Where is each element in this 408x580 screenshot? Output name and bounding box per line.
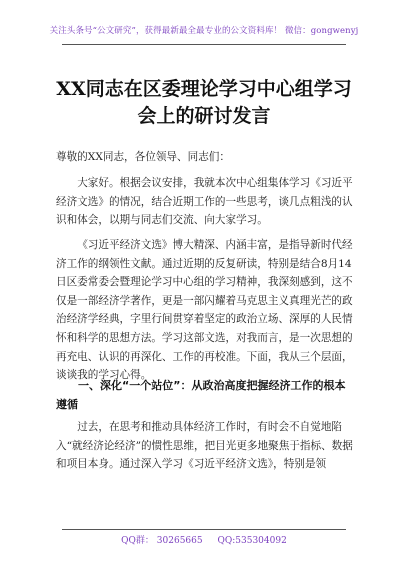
salutation: 尊敬的XX同志，各位领导、同志们：	[56, 151, 230, 163]
section-heading-1: 一、深化“一个站位”：从政治高度把握经济工作的根本遵循	[56, 379, 346, 411]
paragraph-intro: 大家好。根据会议安排，我就本次中心组集体学习《习近平经济文选》的情况，结合近期工作的一些思考，谈几点粗浅的认识和体会，以期与同志们交流、向大家学习。	[56, 177, 353, 227]
footer-contact	[0, 533, 408, 546]
paragraph-overview: 《习近平经济文选》博大精深、内涵丰富，是指导新时代经济工作的纲领性文献。通过近期的反复研读，特别是结合8月14日区委常委会暨理论学习中心组的学习精神，我深刻感到，这不仅是一部经济学著作，更是一部闪耀着马克思主义真理光芒的政治经济学经典，字里行间贯穿着坚定的政治立场、深厚的人民情怀和科学的思想方法。学习这部文选，对我而言，是一次思想的再充电、认识的再深化、工作的再校准。下面，我从三个层面，谈谈我的学习心得。	[56, 239, 353, 382]
document-title: XX同志在区委理论学习中心组学习会上的研讨发言	[56, 78, 352, 127]
header-divider	[62, 44, 346, 45]
footer-qq: QQ:535304092	[217, 536, 287, 546]
footer-qq-group: QQ群： 30265665	[121, 536, 203, 546]
paragraph-section-1: 过去，在思考和推动具体经济工作时，有时会不自觉地陷入“就经济论经济”的惯性思维，把目光更多地聚焦于指标、数据和项目本身。通过深入学习《习近平经济文选》，特别是领	[56, 421, 353, 471]
footer-divider	[62, 529, 346, 530]
header-promo-note: 关注头条号“公文研究”，获得最新最全最专业的公文资料库！ 微信：gongwenyj	[49, 26, 359, 36]
